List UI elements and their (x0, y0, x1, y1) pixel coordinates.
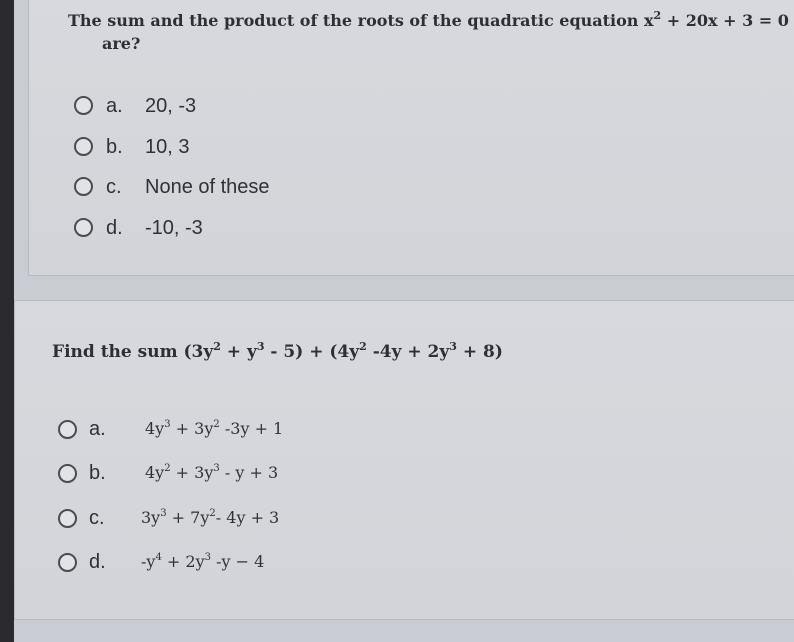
radio-button[interactable] (74, 218, 93, 237)
option-letter: b. (89, 462, 106, 484)
radio-button[interactable] (58, 509, 77, 528)
radio-button[interactable] (74, 177, 93, 196)
option-letter: a. (106, 95, 123, 117)
question-2-text: Find the sum $(3y^2 + y^3 - 5) + (4y^2$ $-4y + 2y^3 + 8$) (52, 340, 503, 362)
option-text: $4y^2 + 3y^3 - y + 3$ (145, 463, 279, 482)
left-edge-strip (0, 0, 14, 642)
option-letter: d. (89, 551, 106, 573)
radio-button[interactable] (58, 553, 77, 572)
option-text: 20, -3 (145, 95, 197, 117)
radio-button[interactable] (58, 464, 77, 483)
option-text: 10, 3 (145, 136, 190, 158)
radio-button[interactable] (74, 96, 93, 115)
question-1-text: The sum and the product of the roots of the quadratic equation $x^2 + 20x + 3 = 0$ (68, 9, 789, 30)
option-text: -10, -3 (145, 217, 203, 239)
option-letter: a. (89, 418, 106, 440)
option-letter: b. (106, 136, 123, 158)
radio-button[interactable] (58, 420, 77, 439)
option-letter: c. (89, 507, 105, 529)
option-text: $-y^4 + 2y^3$ -y − 4 (141, 552, 265, 571)
radio-button[interactable] (74, 137, 93, 156)
question-card-1 (28, 0, 794, 276)
option-letter: d. (106, 217, 123, 239)
question-1-text-continued: are? (102, 34, 141, 53)
option-letter: c. (106, 176, 122, 198)
option-text: $4y^3 + 3y^2$ -3y + 1 (145, 419, 284, 438)
option-text: $3y^3 + 7y^2-$ 4y + 3 (141, 508, 280, 527)
option-text: None of these (145, 176, 270, 198)
